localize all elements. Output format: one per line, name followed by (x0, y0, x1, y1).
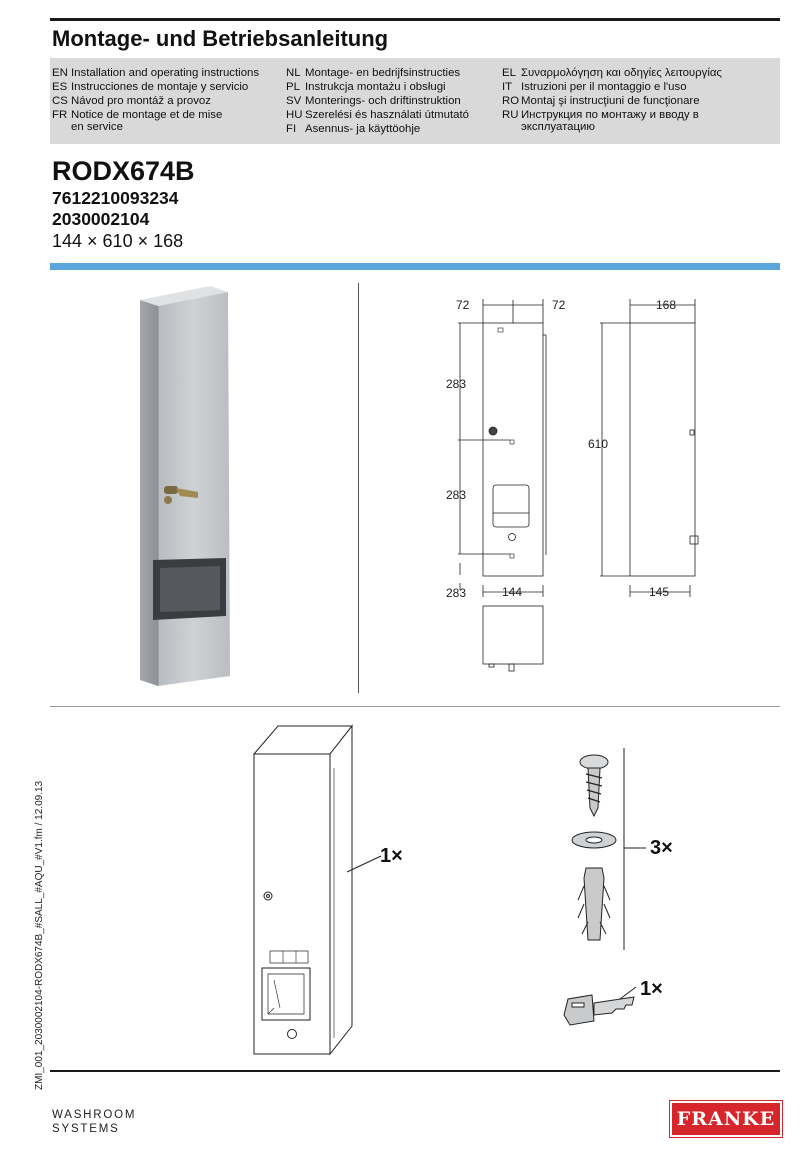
bottom-rule (50, 1070, 780, 1072)
dowel-icon (584, 868, 604, 940)
product-article: 2030002104 (52, 209, 150, 229)
lang-ro: RO Montaj şi instrucţiuni de funcţionare (502, 95, 700, 107)
dim-upper-height: 283 (446, 377, 467, 391)
top-rule (50, 18, 780, 21)
technical-drawing (420, 285, 720, 685)
lang-cs: CS Návod pro montáž a provoz (52, 95, 211, 107)
product-dimensions: 144 × 610 × 168 (52, 231, 184, 251)
lang-fr-cont: en service (71, 121, 123, 133)
lang-fr: FR Notice de montage et de mise (52, 109, 223, 121)
lang-fi: FI Asennus- ja käyttöohje (286, 123, 421, 135)
front-view (483, 323, 543, 576)
dim-bottom-offset: 283 (446, 586, 467, 600)
dim-front-width: 144 (502, 585, 523, 599)
section-rule (50, 706, 780, 707)
brand-line-2: SYSTEMS (52, 1123, 120, 1135)
dim-lower-height: 283 (446, 488, 467, 502)
document-title: Montage- und Betriebsanleitung (52, 26, 389, 51)
lang-el: EL Συναρμολόγηση και οδηγίες λειτουργίας (502, 67, 722, 79)
dispenser-illustration (240, 718, 360, 1063)
unit-quantity: 1× (380, 845, 403, 867)
dim-top-right: 72 (552, 298, 566, 312)
accent-rule (50, 263, 780, 270)
lang-pl: PL Instrukcja montażu i obsługi (286, 81, 446, 93)
key-quantity: 1× (640, 978, 663, 1000)
dim-depth-bottom: 145 (649, 585, 670, 599)
lang-nl: NL Montage- en bedrijfsinstructies (286, 67, 461, 79)
product-photo (120, 278, 350, 698)
document-code: ZMI_001_2030002104-RODX674B_#SALL_#AQU_#V1.fm / 12.09.13 (34, 780, 45, 1090)
lang-sv: SV Monterings- och driftinstruktion (286, 95, 461, 107)
lang-ru-cont: эксплуатацию (521, 121, 595, 133)
lang-it: IT Istruzioni per il montaggio e l'uso (502, 81, 687, 93)
franke-logo: FRANKE (670, 1101, 782, 1137)
leader-line-unit (345, 830, 385, 880)
screws-quantity: 3× (650, 837, 673, 859)
dim-top-left: 72 (456, 298, 470, 312)
bottom-view (483, 606, 543, 664)
language-box (50, 58, 780, 144)
lock-icon (164, 486, 178, 494)
screw-icon (580, 755, 608, 769)
lang-es: ES Instrucciones de montaje y servicio (52, 81, 249, 93)
lang-hu: HU Szerelési és használati útmutató (286, 109, 469, 121)
dim-depth-top: 168 (656, 298, 677, 312)
section-divider (358, 283, 359, 693)
dim-total-height: 610 (588, 437, 609, 451)
lang-ru: RU Инструкция по монтажу и вводу в (502, 109, 699, 121)
product-ean: 7612210093234 (52, 188, 179, 208)
side-view (630, 323, 695, 576)
lang-en: EN Installation and operating instructions (52, 67, 260, 79)
brand-line-1: WASHROOM (52, 1109, 137, 1121)
product-model: RODX674B (52, 156, 195, 186)
